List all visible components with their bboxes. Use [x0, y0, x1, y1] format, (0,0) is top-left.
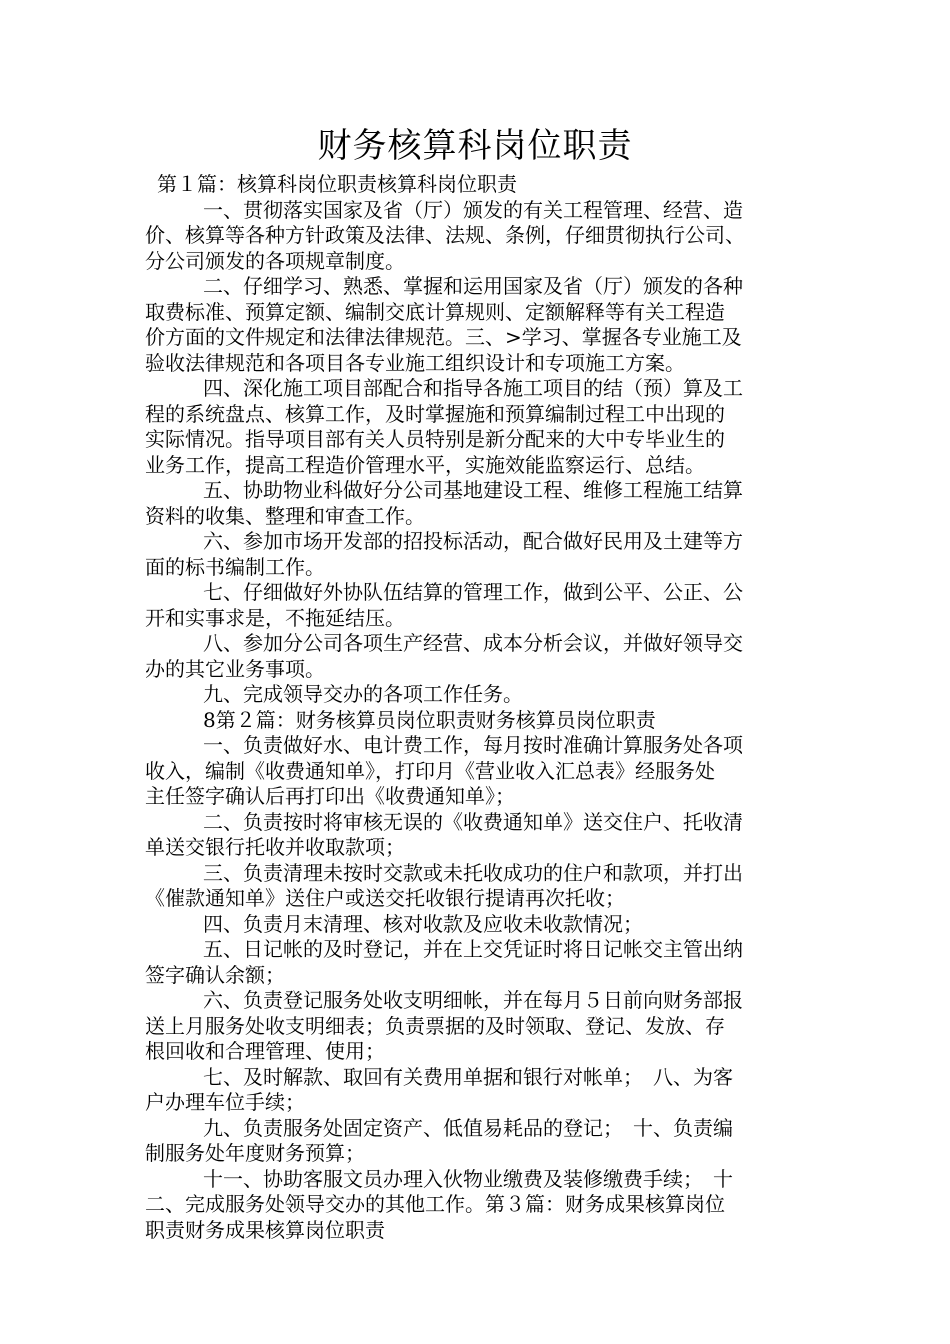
body-line: 职责财务成果核算岗位职责	[145, 1217, 385, 1242]
body-line: 价、核算等各种方针政策及法律、法规、条例，仔细贯彻执行公司、	[145, 223, 745, 247]
body-line: 八、参加分公司各项生产经营、成本分析会议，并做好领导交	[203, 631, 743, 655]
body-line: 《催款通知单》送住户或送交托收银行提请再次托收；	[145, 886, 625, 910]
body-line: 六、负责登记服务处收支明细帐，并在每月５日前向财务部报	[203, 988, 743, 1012]
body-line: 单送交银行托收并收取款项；	[145, 835, 405, 859]
body-line: 业务工作，提高工程造价管理水平，实施效能监察运行、总结。	[145, 452, 705, 477]
body-line: 面的标书编制工作。	[145, 554, 325, 579]
body-line: 九、完成领导交办的各项工作任务。	[203, 682, 523, 706]
body-line: 主任签字确认后再打印出《收费通知单》；	[145, 784, 515, 808]
body-line: 制服务处年度财务预算；	[145, 1141, 365, 1165]
body-line: 一、负责做好水、电计费工作，每月按时准确计算服务处各项	[203, 733, 743, 757]
body-line: 办的其它业务事项。	[145, 656, 325, 681]
body-line: 取费标准、预算定额、编制交底计算规则、定额解释等有关工程造	[145, 299, 725, 324]
body-line: 开和实事求是，不拖延结压。	[145, 605, 405, 630]
document-title: 财务核算科岗位职责	[317, 126, 633, 166]
body-line: 送上月服务处收支明细表；负责票据的及时领取、登记、发放、存	[145, 1013, 725, 1038]
body-line: 户办理车位手续；	[145, 1090, 305, 1114]
body-line: 五、协助物业科做好分公司基地建设工程、维修工程施工结算	[203, 478, 743, 502]
body-line: 资料的收集、整理和审查工作。	[145, 503, 425, 528]
body-line: 七、仔细做好外协队伍结算的管理工作，做到公平、公正、公	[203, 580, 743, 604]
body-line: 七、及时解款、取回有关费用单据和银行对帐单； 八、为客	[203, 1064, 733, 1089]
body-line: 九、负责服务处固定资产、低值易耗品的登记； 十、负责编	[203, 1115, 733, 1140]
body-line: 四、深化施工项目部配合和指导各施工项目的结（预）算及工	[203, 376, 743, 400]
body-line: 二、负责按时将审核无误的《收费通知单》送交住户、托收清	[203, 809, 743, 834]
body-line: 分公司颁发的各项规章制度。	[145, 248, 405, 273]
body-line: 签字确认余额；	[145, 962, 285, 987]
body-line: 根回收和合理管理、使用；	[145, 1039, 385, 1063]
body-line: 程的系统盘点、核算工作，及时掌握施和预算编制过程工中出现的	[145, 401, 725, 426]
body-line: 三、负责清理未按时交款或未托收成功的住户和款项，并打出	[203, 860, 743, 885]
body-line: 第１篇：核算科岗位职责核算科岗位职责	[157, 172, 517, 196]
body-line: 四、负责月末清理、核对收款及应收未收款情况；	[203, 911, 643, 936]
body-line: 六、参加市场开发部的招投标活动，配合做好民用及土建等方	[203, 529, 743, 553]
document-body	[145, 172, 810, 1243]
body-line: 验收法律规范和各项目各专业施工组织设计和专项施工方案。	[145, 350, 685, 375]
body-line: 实际情况。指导项目部有关人员特别是新分配来的大中专毕业生的	[145, 427, 725, 451]
body-line: 价方面的文件规定和法律法律规范。三、>学习、掌握各专业施工及	[145, 325, 742, 349]
body-line: 十一、协助客服文员办理入伙物业缴费及装修缴费手续； 十	[203, 1166, 733, 1191]
body-line: 五、日记帐的及时登记，并在上交凭证时将日记帐交主管出纳	[203, 937, 743, 961]
body-line: 一、贯彻落实国家及省（厅）颁发的有关工程管理、经营、造	[203, 197, 743, 222]
body-line: 二、仔细学习、熟悉、掌握和运用国家及省（厅）颁发的各种	[203, 274, 743, 298]
body-line: 收入，编制《收费通知单》，打印月《营业收入汇总表》经服务处	[145, 758, 715, 783]
body-line: 二、完成服务处领导交办的其他工作。第３篇：财务成果核算岗位	[145, 1192, 725, 1216]
body-line: 8第２篇：财务核算员岗位职责财务核算员岗位职责	[203, 707, 656, 732]
